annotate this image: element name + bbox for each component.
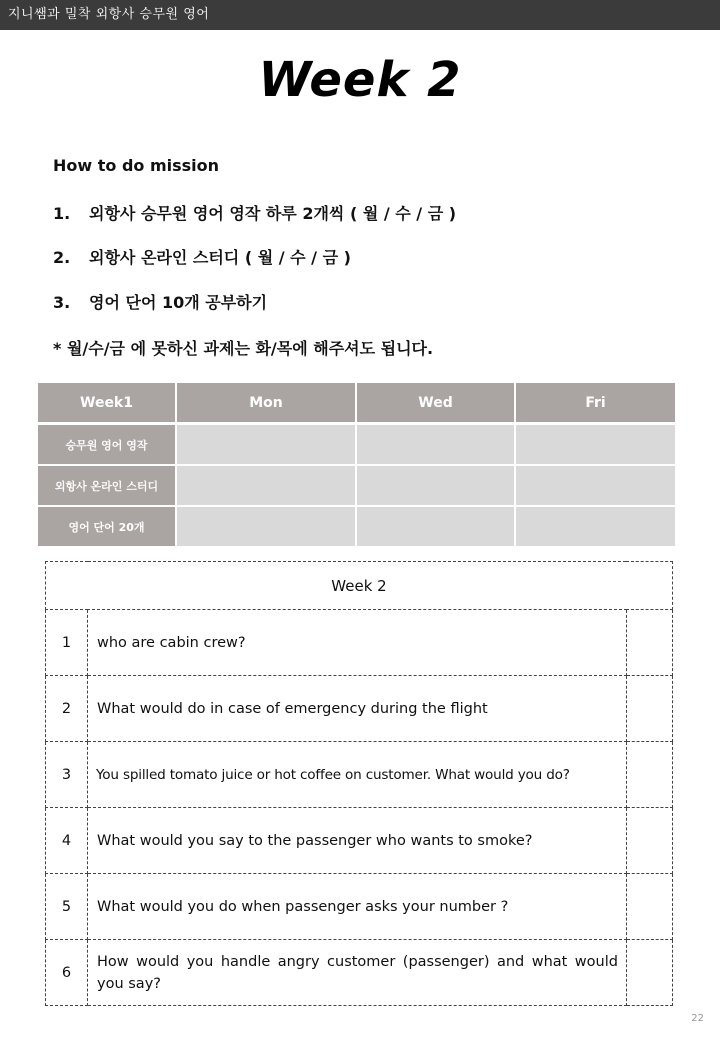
question-check-cell[interactable] — [626, 940, 672, 1006]
step-text: 외항사 승무원 영어 영작 하루 2개씩 ( 월 / 수 / 금 ) — [89, 204, 457, 223]
question-row — [46, 808, 673, 874]
question-text: What would you say to the passenger who wants to smoke? — [88, 808, 627, 874]
question-text: You spilled tomato juice or hot coffee on customer. What would you do? — [88, 742, 627, 808]
question-number: 4 — [46, 808, 88, 874]
schedule-cell[interactable] — [176, 506, 356, 547]
schedule-row-label: 영어 단어 20개 — [38, 506, 176, 547]
schedule-cell[interactable] — [356, 506, 515, 547]
schedule-row — [38, 506, 675, 547]
question-check-cell[interactable] — [626, 610, 672, 676]
schedule-row — [38, 465, 675, 506]
schedule-cell[interactable] — [515, 465, 675, 506]
question-text: What would you do when passenger asks your number ? — [88, 874, 627, 940]
schedule-table — [38, 383, 675, 548]
question-number: 3 — [46, 742, 88, 808]
question-number: 2 — [46, 676, 88, 742]
schedule-row-label: 외항사 온라인 스터디 — [38, 465, 176, 506]
step-number: 1. — [53, 204, 71, 223]
schedule-cell[interactable] — [356, 465, 515, 506]
question-number: 1 — [46, 610, 88, 676]
question-check-cell[interactable] — [626, 874, 672, 940]
page-number: 22 — [691, 1013, 704, 1024]
questions-heading: Week 2 — [46, 562, 673, 610]
schedule-header-wed: Wed — [356, 383, 515, 424]
question-text: How would you handle angry customer (passenger) and what would you say? — [88, 940, 627, 1006]
schedule-cell[interactable] — [176, 424, 356, 466]
schedule-header-week: Week1 — [38, 383, 176, 424]
question-row — [46, 742, 673, 808]
step-text: 외항사 온라인 스터디 ( 월 / 수 / 금 ) — [89, 248, 351, 267]
mission-step-1 — [53, 201, 456, 224]
question-row — [46, 610, 673, 676]
step-number: 3. — [53, 293, 71, 312]
questions-table — [45, 561, 673, 1006]
question-check-cell[interactable] — [626, 676, 672, 742]
question-text: who are cabin crew? — [88, 610, 627, 676]
questions-header-row — [46, 562, 673, 610]
question-number: 5 — [46, 874, 88, 940]
question-check-cell[interactable] — [626, 742, 672, 808]
schedule-header-fri: Fri — [515, 383, 675, 424]
question-row — [46, 940, 673, 1006]
mission-note: * 월/수/금 에 못하신 과제는 화/목에 해주셔도 됩니다. — [53, 339, 434, 358]
mission-step-2 — [53, 245, 351, 268]
schedule-header-row — [38, 383, 675, 424]
question-row — [46, 874, 673, 940]
step-text: 영어 단어 10개 공부하기 — [89, 293, 268, 312]
mission-heading: How to do mission — [53, 156, 220, 175]
question-text: What would do in case of emergency during the flight — [88, 676, 627, 742]
schedule-cell[interactable] — [515, 424, 675, 466]
schedule-header-mon: Mon — [176, 383, 356, 424]
question-number: 6 — [46, 940, 88, 1006]
header-text: 지니쌤과 밀착 외항사 승무원 영어 — [8, 7, 210, 22]
schedule-cell[interactable] — [515, 506, 675, 547]
mission-step-3 — [53, 290, 267, 313]
question-row — [46, 676, 673, 742]
schedule-cell[interactable] — [356, 424, 515, 466]
header-bar — [0, 0, 720, 30]
page-title: Week 2 — [258, 52, 462, 108]
schedule-cell[interactable] — [176, 465, 356, 506]
question-check-cell[interactable] — [626, 808, 672, 874]
step-number: 2. — [53, 248, 71, 267]
schedule-row — [38, 424, 675, 466]
schedule-row-label: 승무원 영어 영작 — [38, 424, 176, 466]
